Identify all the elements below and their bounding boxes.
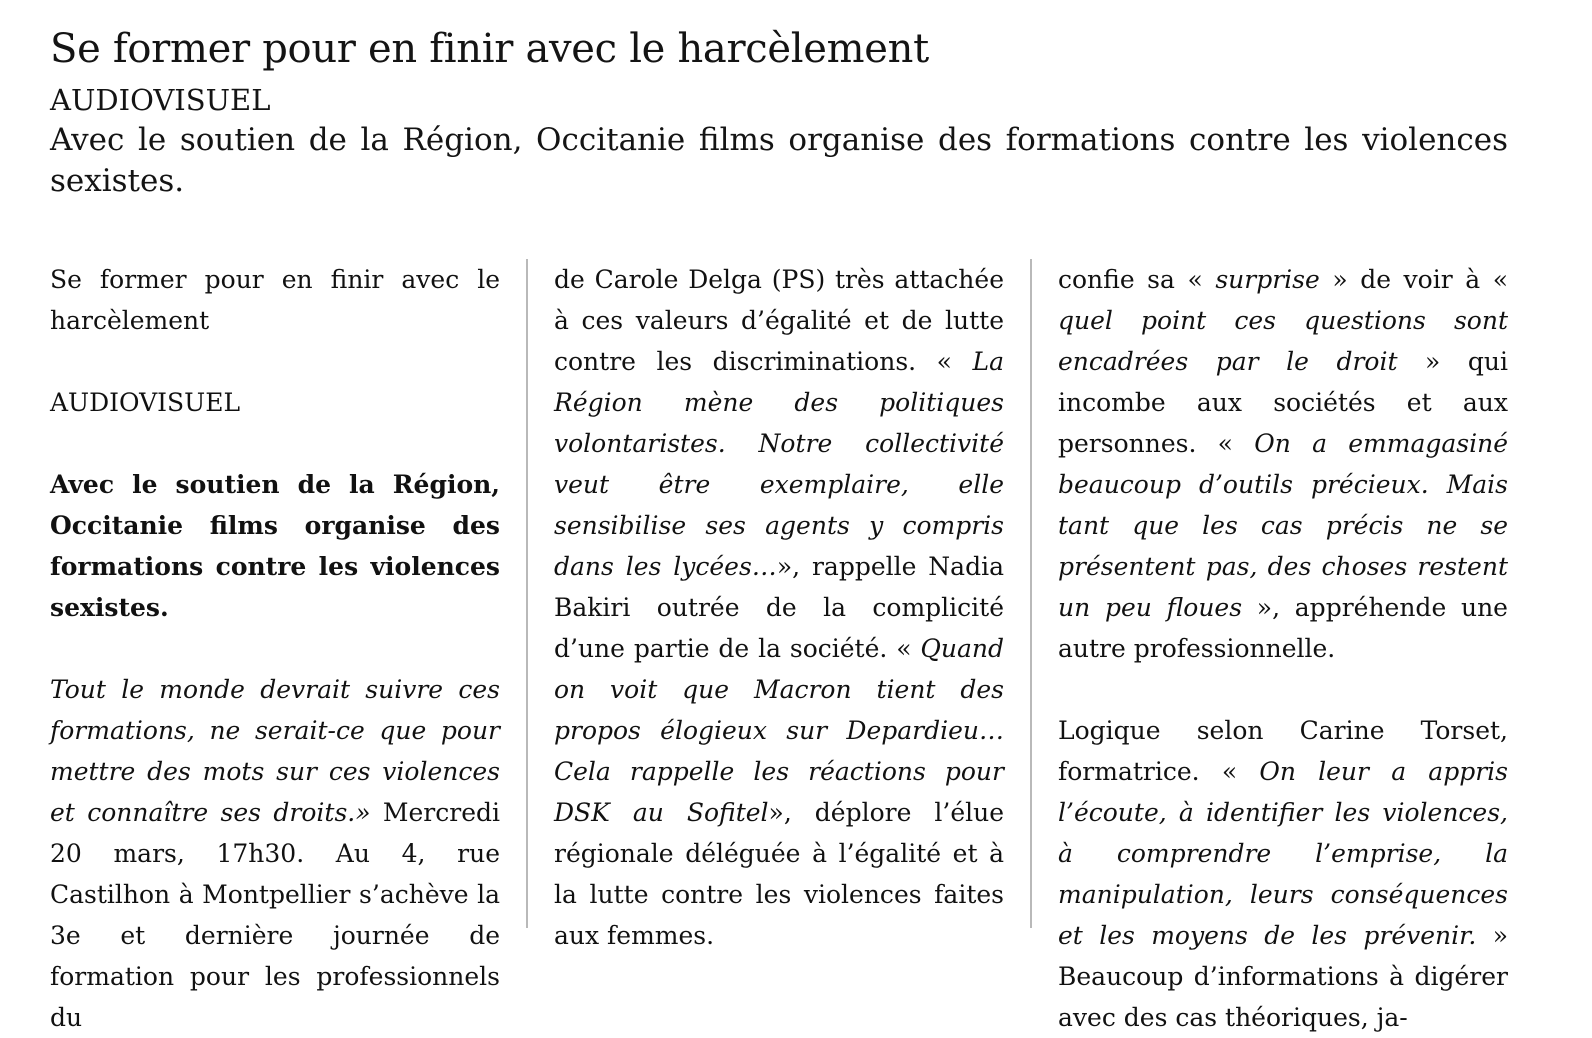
body-text: de Carole Delga (PS) très attachée à ces valeurs d’égalité et de lutte contre les discriminations. «: [554, 265, 1004, 376]
column-lede: Avec le soutien de la Région, Occitanie films organise des formations contre les violences sexistes.: [50, 470, 500, 622]
quote: Tout le monde devrait suivre ces formations, ne serait-ce que pour mettre des mots sur ces violences et connaître ses droits.»: [50, 675, 500, 827]
article-title: Se former pour en finir avec le harcèlement: [50, 26, 929, 72]
body-text: Mercredi 20 mars, 17h30. Au 4, rue Castilhon à Montpellier s’achève la 3e et dernière journée de formation pour les professionnels du: [50, 798, 500, 1032]
article-body: [50, 259, 1509, 1032]
article-header: [50, 18, 1508, 202]
column-2: [526, 259, 1005, 950]
body-text: », rappelle Nadia Bakiri outrée de la complicité d’une partie de la société. «: [554, 552, 1004, 663]
column-1: [50, 259, 500, 1032]
body-text: » de voir à «: [1319, 265, 1508, 294]
body-text: confie sa «: [1058, 265, 1216, 294]
body-text: » Beaucoup d’informations à digérer avec des cas théoriques, ja-: [1058, 921, 1508, 1032]
column-title: Se former pour en finir avec le harcèlement: [50, 265, 500, 335]
paragraph: [1058, 259, 1508, 669]
quote: quel point ces questions sont encadrées par le droit: [1058, 306, 1508, 376]
quote: La Région mène des politiques volontaristes. Notre collectivité veut être exemplaire, elle sensibilise ses agents y compris dans les lycées…: [554, 347, 1004, 581]
body-text: » qui incombe aux sociétés et aux personnes. «: [1058, 347, 1508, 458]
column-rubric: AUDIOVISUEL: [50, 388, 241, 417]
paragraph: [554, 259, 1004, 956]
quote: On a emmagasiné beaucoup d’outils précieux. Mais tant que les cas précis ne se présentent pas, des choses restent un peu floues: [1058, 429, 1509, 622]
body-text: Logique selon Carine Torset, formatrice. «: [1058, 716, 1508, 786]
article-lede: Avec le soutien de la Région, Occitanie films organise des formations contre les violences sexistes.: [50, 122, 1508, 199]
body-text: », appréhende une autre professionnelle.: [1058, 593, 1508, 663]
paragraph: [50, 669, 500, 1038]
quote: On leur a appris l’écoute, à identifier les violences, à comprendre l’emprise, la manipulation, leurs conséquences et les moyens de les prévenir.: [1058, 757, 1508, 950]
quote: Quand on voit que Macron tient des propos élogieux sur Depardieu… Cela rappelle les réactions pour DSK au Sofitel: [554, 634, 1004, 827]
column-3: [1030, 259, 1509, 1032]
body-text: », déplore l’élue régionale déléguée à l’égalité et à la lutte contre les violences faites aux femmes.: [554, 798, 1005, 950]
paragraph: [1058, 710, 1508, 1038]
quote: surprise: [1215, 265, 1320, 294]
article-rubric: AUDIOVISUEL: [50, 83, 271, 117]
